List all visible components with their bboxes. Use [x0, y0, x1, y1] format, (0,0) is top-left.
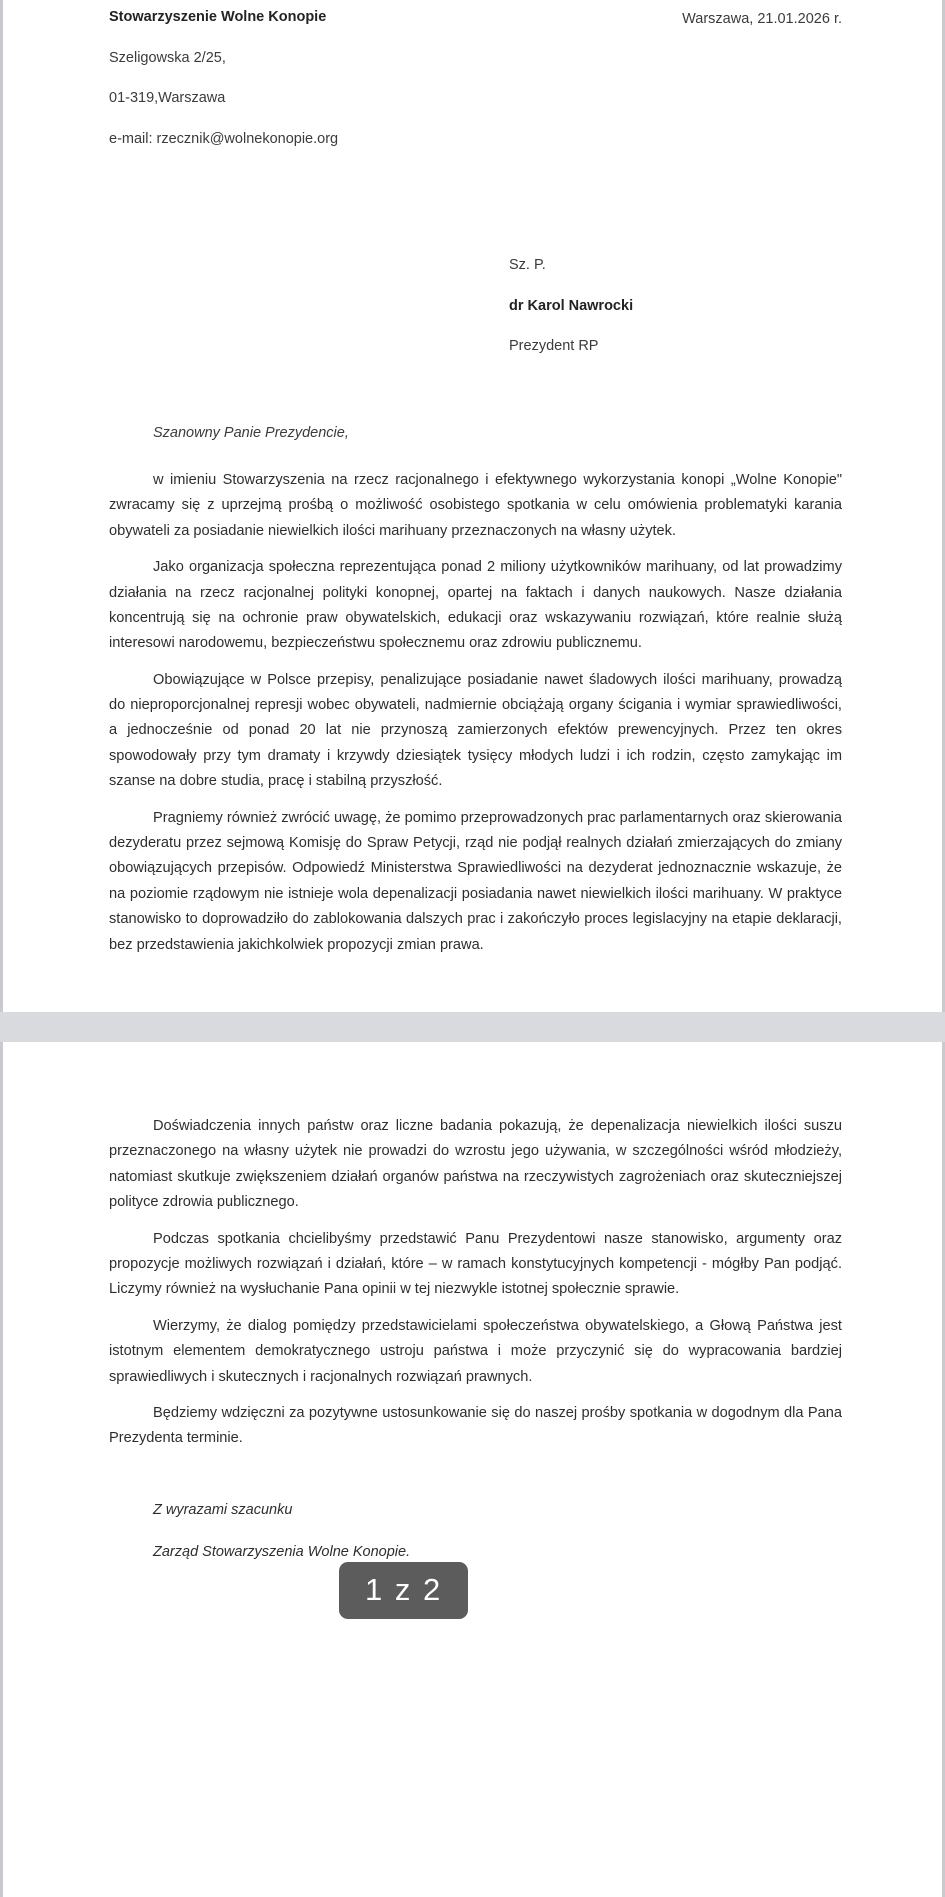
- closing-phrase: Z wyrazami szacunku: [153, 1501, 293, 1518]
- body-paragraph: Będziemy wdzięczni za pozytywne ustosunkowanie się do naszej prośby spotkania w dogodnym dla Pana Prezydenta terminie.: [109, 1404, 842, 1447]
- recipient-title: Prezydent RP: [509, 338, 599, 355]
- sender-organization-name: Stowarzyszenie Wolne Konopie: [109, 9, 327, 25]
- signature-line: Zarząd Stowarzyszenia Wolne Konopie.: [153, 1543, 411, 1560]
- recipient-block: [509, 256, 842, 357]
- body-paragraph: w imieniu Stowarzyszenia na rzecz racjonalnego i efektywnego wykorzystania konopi „Wolne Konopie" zwracamy się z uprzejmą prośbą o możliwość osobistego spotkania w celu omówienia problematyki karania obywateli za posiadanie niewielkich ilości marihuany przeznaczonych na własny użytek.: [109, 471, 842, 539]
- recipient-honorific: Sz. P.: [509, 257, 546, 274]
- body-paragraph: Jako organizacja społeczna reprezentująca ponad 2 miliony użytkowników marihuany, od lat prowadzimy działania na rzecz racjonalnej polityki konopnej, opartej na faktach i danych naukowych. Nasze działania koncentrują się na ochronie praw obywatelskich, edukacji oraz wskazywaniu rozwiązań, które realnie służą interesowi narodowemu, bezpieczeństwu społecznemu oraz zdrowiu publicznemu.: [109, 559, 842, 652]
- sender-street: Szeligowska 2/25,: [109, 49, 226, 66]
- letterhead: [109, 0, 842, 170]
- document-date: Warszawa, 21.01.2026 r.: [682, 11, 842, 27]
- recipient-name: dr Karol Nawrocki: [509, 297, 634, 314]
- body-paragraph: Podczas spotkania chcielibyśmy przedstawić Panu Prezydentowi nasze stanowisko, argumenty oraz propozycje możliwych rozwiązań i działań, które – w ramach konstytucyjnych kompetencji - mógłby Pan podjąć. Liczymy również na wysłuchanie Pana opinii w tej niezwykle istotnej społecznie sprawie.: [109, 1230, 842, 1298]
- body-paragraph: Pragniemy również zwrócić uwagę, że pomimo przeprowadzonych prac parlamentarnych oraz skierowania dezyderatu przez sejmową Komisję do Spraw Petycji, rząd nie podjął realnych działań zmierzających do zmiany obowiązujących przepisów. Odpowiedź Ministerstwa Sprawiedliwości na dezyderat jednoznacznie wskazuje, że na poziomie rządowym nie istnieje wola depenalizacji posiadania nawet niewielkich ilości marihuany. W praktyce stanowisko to doprowadziło do zablokowania dalszych prac i zakończyło proces legislacyjny na etapie deklaracji, bez przedstawienia jakichkolwiek propozycji zmian prawa.: [109, 809, 842, 953]
- sender-email: e-mail: rzecznik@wolnekonopie.org: [109, 130, 339, 147]
- sender-block: [109, 8, 539, 170]
- body-paragraph: Wierzymy, że dialog pomiędzy przedstawicielami społeczeństwa obywatelskiego, a Głową Państwa jest istotnym elementem demokratycznego ustroju państwa i może przyczynić się do wypracowania bardziej sprawiedliwych i skutecznych i racjonalnych rozwiązań prawnych.: [109, 1317, 842, 1385]
- sender-city: 01-319,Warszawa: [109, 90, 226, 107]
- document-page-2: [0, 1042, 945, 1897]
- body-paragraph: Obowiązujące w Polsce przepisy, penalizujące posiadanie nawet śladowych ilości marihuany, prowadzą do nieproporcjonalnej represji wobec obywateli, nadmiernie obciążają organy ścigania i wymiar sprawiedliwości, a jednocześnie od ponad 20 lat nie przynoszą zamierzonych efektów prewencyjnych. Przez ten okres spowodowały przy tym dramaty i krzywdy dziesiątek tysięcy młodych ludzi i ich rodzin, często zamykając im szanse na dobre studia, pracę i stabilną przyszłość.: [109, 671, 842, 790]
- page-separator: [0, 1012, 945, 1042]
- body-paragraph: Doświadczenia innych państw oraz liczne badania pokazują, że depenalizacja niewielkich ilości suszu przeznaczonego na własny użytek nie prowadzi do wzrostu jego używania, w szczególności wśród młodzieży, natomiast skutkuje zwiększeniem działań organów państwa na rzeczywistych zagrożeniach oraz skuteczniejszej polityce zdrowia publicznego.: [109, 1118, 842, 1211]
- page-indicator[interactable]: 1 z 2: [339, 1562, 468, 1619]
- salutation: Szanowny Panie Prezydencie,: [153, 424, 349, 441]
